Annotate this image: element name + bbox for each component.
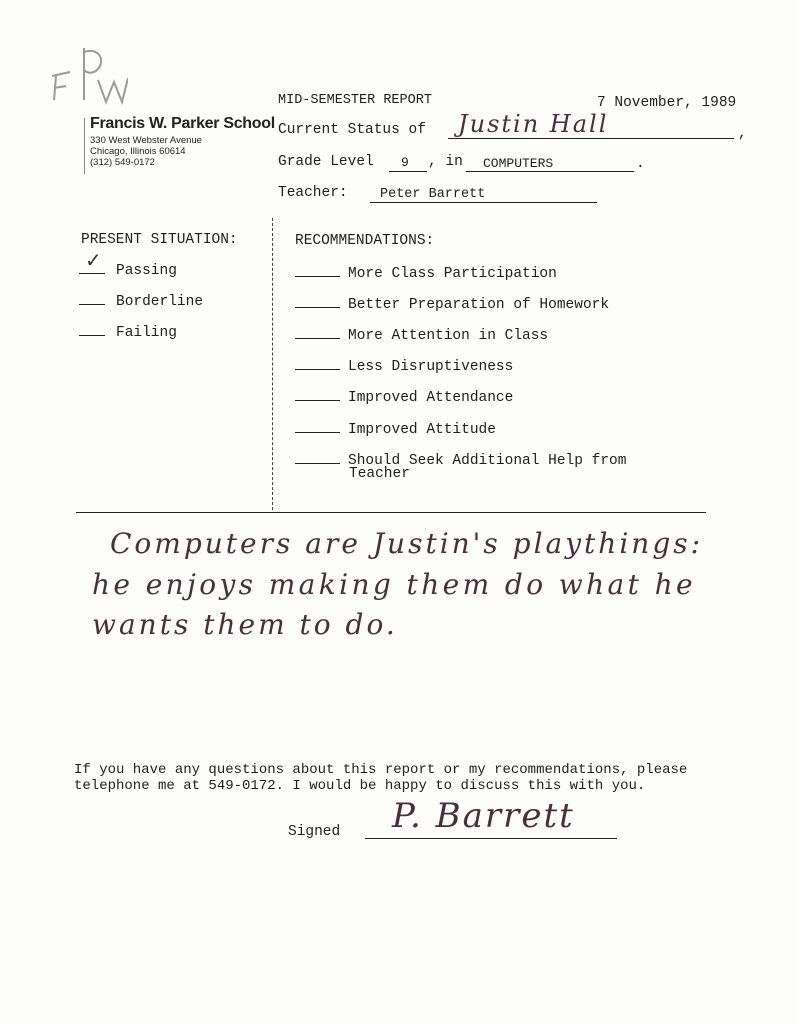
comment-line-2: he enjoys making them do what he (92, 568, 696, 601)
checkmark-icon: ✓ (85, 248, 102, 272)
recommendation-label: Should Seek Additional Help from (348, 453, 627, 469)
comment-line-3: wants them to do. (92, 608, 398, 641)
situation-passing[interactable] (79, 248, 177, 279)
school-logo-icon (44, 42, 128, 114)
situation-label: Failing (116, 325, 177, 341)
signature-line (365, 838, 617, 839)
school-city: Chicago, Illinois 60614 (90, 146, 186, 157)
signature: P. Barrett (392, 796, 575, 836)
recommendation-checkbox[interactable] (295, 357, 340, 370)
status-comma: , (738, 126, 747, 142)
grade-in-label: , in (428, 154, 463, 170)
recommendation-item[interactable] (295, 295, 609, 313)
failing-checkbox[interactable] (79, 323, 105, 336)
subject-period: . (636, 156, 645, 172)
recommendation-checkbox[interactable] (295, 451, 340, 464)
subject-value: COMPUTERS (483, 156, 554, 171)
current-status-label: Current Status of (278, 122, 426, 138)
column-divider (272, 218, 273, 510)
grade-label: Grade Level (278, 154, 374, 170)
footer-line-1: If you have any questions about this report or my recommendations, please (74, 762, 688, 778)
student-name-line (448, 138, 734, 139)
section-separator (76, 512, 706, 513)
borderline-checkbox[interactable] (79, 292, 105, 305)
grade-value: 9 (401, 155, 409, 170)
situation-label: Passing (116, 263, 177, 279)
recommendations-heading: RECOMMENDATIONS: (295, 233, 435, 249)
recommendation-item[interactable] (295, 264, 557, 282)
recommendation-item[interactable] (295, 451, 626, 469)
school-name: Francis W. Parker School (90, 115, 275, 132)
situation-label: Borderline (116, 294, 204, 310)
report-title: MID-SEMESTER REPORT (278, 93, 432, 108)
teacher-name: Peter Barrett (380, 187, 486, 202)
comment-line-1: Computers are Justin's playthings: (110, 527, 704, 560)
recommendation-label: Improved Attitude (348, 422, 496, 438)
recommendation-label: More Attention in Class (348, 328, 549, 344)
report-date: 7 November, 1989 (597, 95, 737, 111)
passing-checkbox[interactable] (79, 248, 105, 274)
student-name: Justin Hall (458, 110, 609, 138)
school-divider (84, 118, 85, 174)
footer-line-2: telephone me at 549-0172. I would be happy to discuss this with you. (74, 778, 646, 794)
recommendation-checkbox[interactable] (295, 420, 340, 433)
signed-label: Signed (288, 824, 341, 840)
recommendation-label-continued: Teacher (349, 466, 410, 482)
recommendation-label: Less Disruptiveness (348, 359, 514, 375)
recommendation-item[interactable] (295, 388, 513, 406)
recommendation-item[interactable] (295, 326, 548, 344)
recommendation-label: More Class Participation (348, 266, 557, 282)
school-address: 330 West Webster Avenue (90, 135, 202, 146)
subject-line (466, 171, 634, 172)
situation-borderline[interactable] (79, 292, 203, 310)
present-situation-heading: PRESENT SITUATION: (81, 232, 238, 248)
recommendation-checkbox[interactable] (295, 264, 340, 277)
situation-failing[interactable] (79, 323, 177, 341)
recommendation-checkbox[interactable] (295, 326, 340, 339)
teacher-line (370, 202, 597, 203)
recommendation-checkbox[interactable] (295, 388, 340, 401)
school-phone: (312) 549-0172 (90, 157, 155, 168)
recommendation-item[interactable] (295, 357, 513, 375)
recommendation-item[interactable] (295, 420, 496, 438)
teacher-label: Teacher: (278, 185, 348, 201)
recommendation-checkbox[interactable] (295, 295, 340, 308)
recommendation-label: Improved Attendance (348, 390, 514, 406)
recommendation-label: Better Preparation of Homework (348, 297, 610, 313)
grade-line (389, 171, 427, 172)
